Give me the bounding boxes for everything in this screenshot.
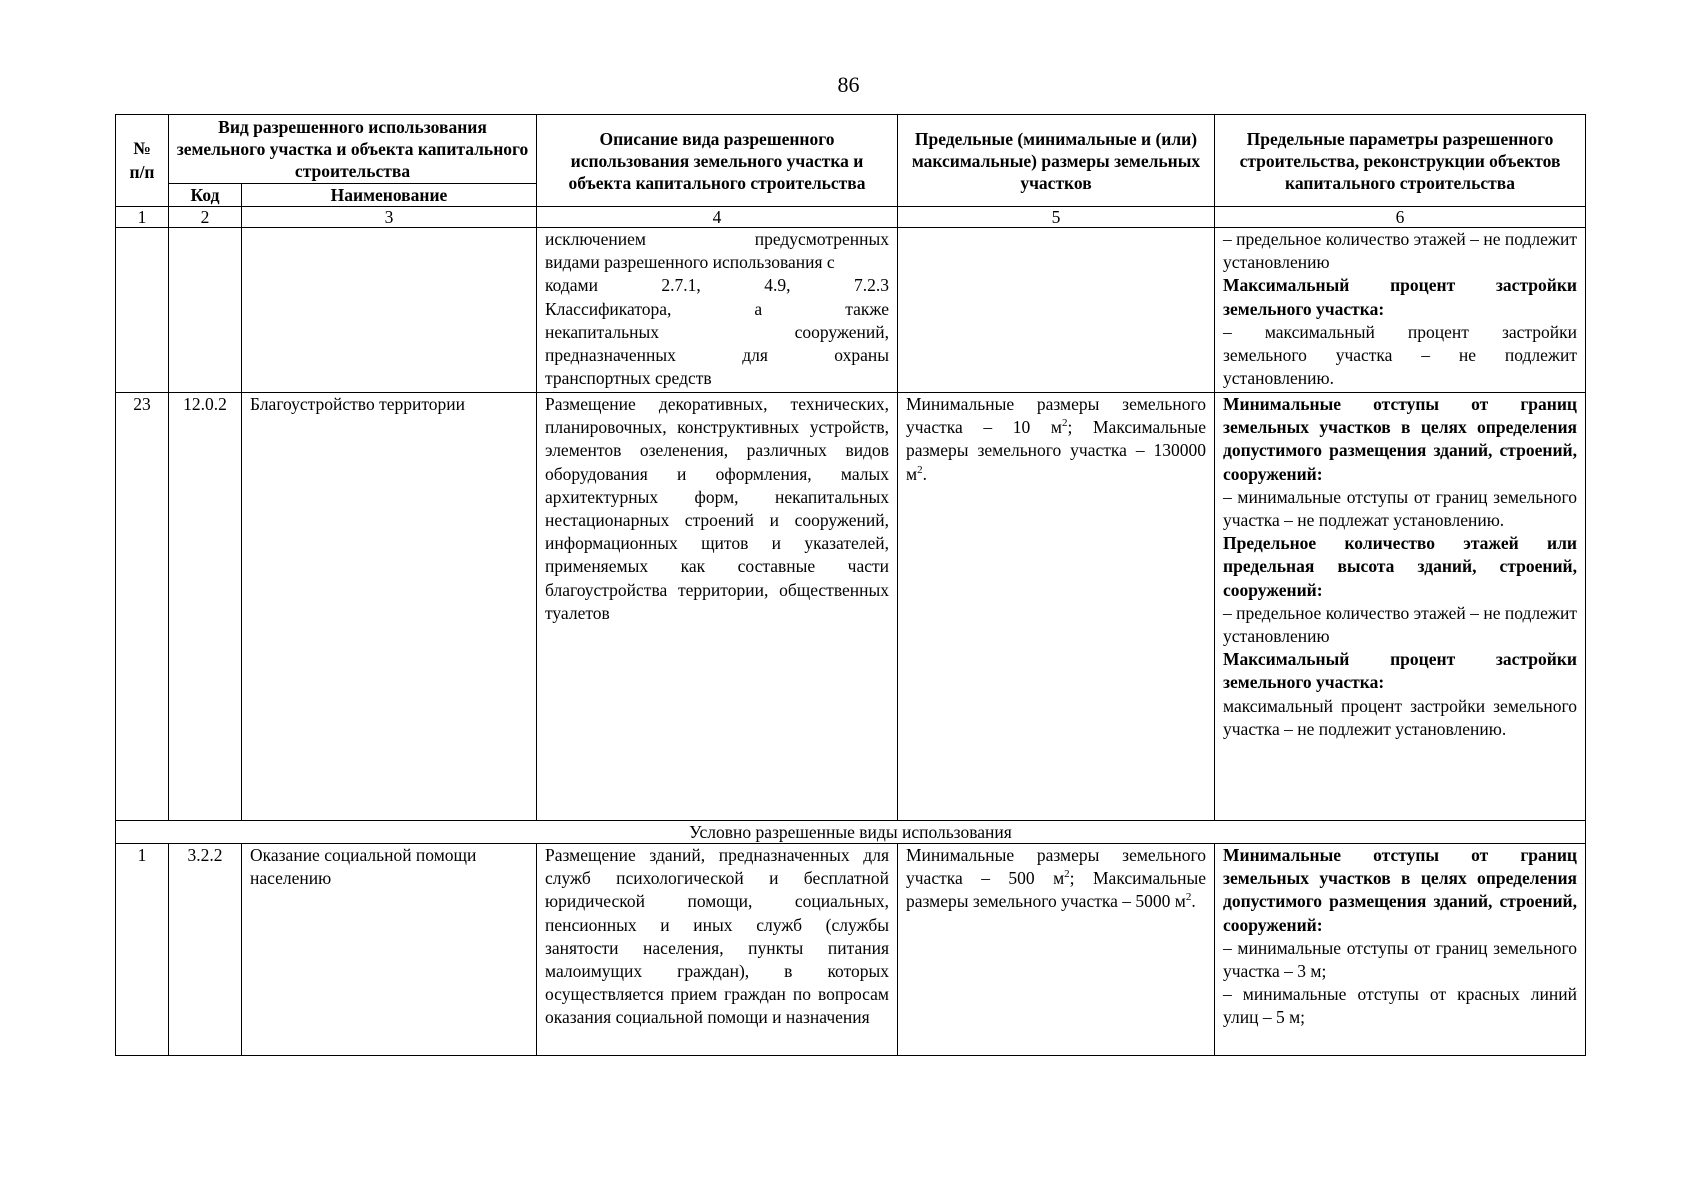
param-text: – максимальный процент застройки земельного участка – не подлежит установлению.: [1223, 321, 1577, 389]
row-code: 3.2.2: [169, 844, 242, 1056]
row-name: Благоустройство территории: [242, 393, 537, 821]
row-code: 12.0.2: [169, 393, 242, 821]
description-line: транспортных средств: [545, 368, 712, 389]
description-line: предназначенных для охраны: [545, 345, 889, 366]
param-heading: Минимальные отступы от границ земельных участков в целях определения допустимого размещения зданий, строений, сооружений:: [1223, 845, 1577, 935]
description-line: исключением предусмотренных: [545, 229, 889, 249]
row-num: 23: [116, 393, 169, 821]
param-text: – минимальные отступы от границ земельного участка – 3 м;: [1223, 937, 1577, 982]
row-description: Размещение декоративных, технических, планировочных, конструктивных устройств, элементов озеленения, различных видов оборудования и оформления, малых архитектурных форм, некапитальных нестационарных строений и сооружений, информационных щитов и указателей, применяемых как составные части благоустройства территории, общественных туалетов: [537, 393, 898, 821]
column-number: 2: [169, 207, 242, 228]
page-number: 86: [837, 72, 860, 97]
param-text: – предельное количество этажей – не подлежит установлению: [1223, 602, 1577, 647]
param-text: максимальный процент застройки земельного участка – не подлежит установлению.: [1223, 695, 1577, 739]
header-group: Вид разрешенного использования земельного участка и объекта капитального строительства: [169, 115, 537, 184]
param-text: – предельное количество этажей – не подлежит установлению: [1223, 229, 1577, 273]
table-row: [116, 228, 1586, 393]
column-number: 6: [1215, 207, 1586, 228]
table-row: [116, 844, 1586, 1056]
header-row: [116, 115, 1586, 184]
row-code-cell: [169, 228, 242, 393]
row-sizes: Минимальные размеры земельного участка – 500 $м^2$; Максимальные размеры земельного участка – 5000 $м^2$.: [898, 844, 1215, 1056]
row-num-cell: [116, 228, 169, 393]
section-row: [116, 821, 1586, 844]
header-name: Наименование: [242, 184, 537, 207]
row-num: 1: [116, 844, 169, 1056]
header-sizes: Предельные (минимальные и (или) максимальные) размеры земельных участков: [898, 115, 1215, 207]
row-sizes: [898, 228, 1215, 393]
row-description: Размещение зданий, предназначенных для служб психологической и бесплатной юридической помощи, социальных, пенсионных и иных служб (службы занятости населения, пункты питания малоимущих граждан), в которых осуществляется прием граждан по вопросам оказания социальной помощи и назначения: [537, 844, 898, 1056]
table-row: [116, 393, 1586, 821]
header-description: Описание вида разрешенного использования земельного участка и объекта капитального строительства: [537, 115, 898, 207]
header-num: № п/п: [116, 115, 169, 207]
row-name: Оказание социальной помощи населению: [242, 844, 537, 1056]
column-number: 4: [537, 207, 898, 228]
header-params: Предельные параметры разрешенного строительства, реконструкции объектов капитального строительства: [1215, 115, 1586, 207]
column-number: 5: [898, 207, 1215, 228]
param-heading: Максимальный процент застройки земельного участка:: [1223, 649, 1577, 693]
column-number-row: [116, 207, 1586, 228]
row-params: [1215, 228, 1586, 393]
row-name-cell: [242, 228, 537, 393]
param-heading: Минимальные отступы от границ земельных участков в целях определения допустимого размещения зданий, строений, сооружений:: [1223, 394, 1577, 484]
param-text: – минимальные отступы от красных линий улиц – 5 м;: [1223, 984, 1577, 1028]
column-number: 3: [242, 207, 537, 228]
description-line: Классификатора, а также: [545, 298, 889, 319]
param-heading: Максимальный процент застройки земельного участка:: [1223, 275, 1577, 319]
land-use-table: [115, 114, 1586, 1056]
description-line: видами разрешенного использования с: [545, 252, 835, 273]
row-params: [1215, 844, 1586, 1056]
row-sizes: Минимальные размеры земельного участка – 10 $м^2$; Максимальные размеры земельного участка – 130000 $м^2$.: [898, 393, 1215, 821]
section-title: Условно разрешенные виды использования: [116, 821, 1586, 844]
column-number: 1: [116, 207, 169, 228]
param-text: – минимальные отступы от границ земельного участка – не подлежат установлению.: [1223, 486, 1577, 531]
description-line: некапитальных сооружений,: [545, 321, 889, 342]
row-params: [1215, 393, 1586, 821]
param-heading: Предельное количество этажей или предельная высота зданий, строений, сооружений:: [1223, 533, 1577, 600]
description-line: кодами 2.7.1, 4.9, 7.2.3: [545, 275, 889, 296]
row-description: [537, 228, 898, 393]
header-code: Код: [169, 184, 242, 207]
